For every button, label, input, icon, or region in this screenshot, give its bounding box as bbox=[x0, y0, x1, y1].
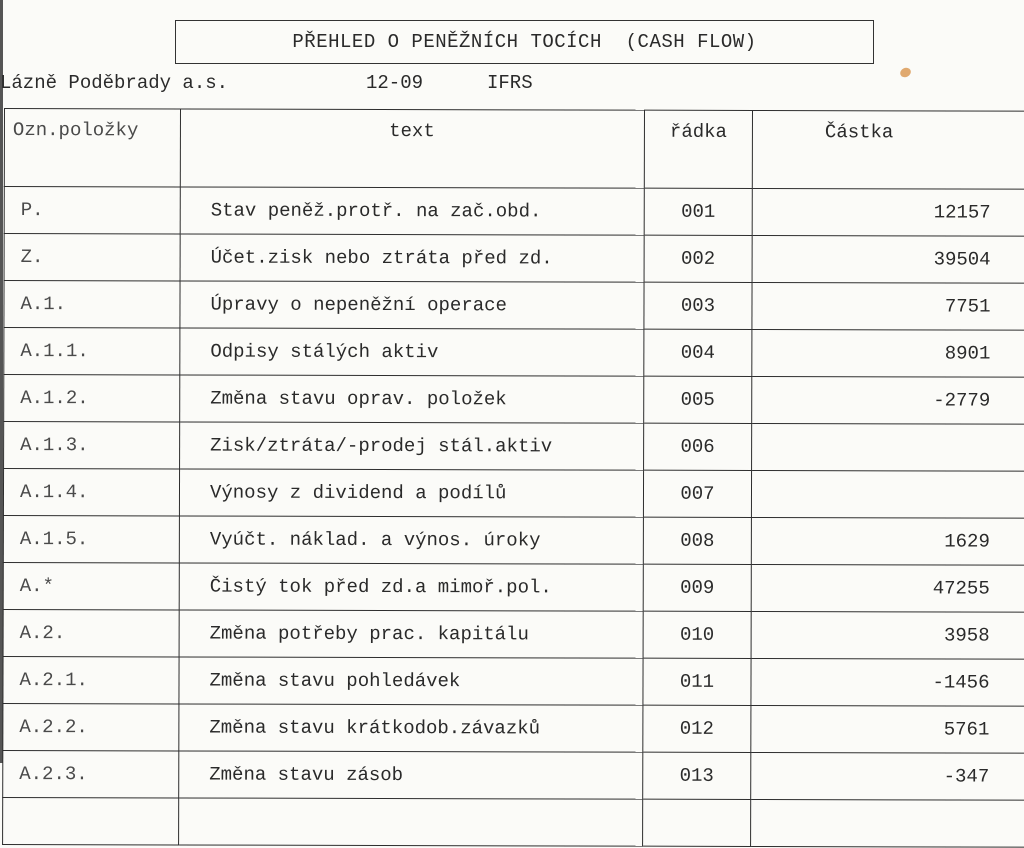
row-text: Úpravy o nepeněžní operace bbox=[180, 281, 644, 329]
table-row bbox=[3, 703, 1024, 753]
accounting-standard: IFRS bbox=[487, 72, 533, 94]
table-header-row bbox=[4, 109, 1024, 190]
row-text: Stav peněž.protř. na zač.obd. bbox=[180, 187, 644, 235]
row-line: 010 bbox=[643, 611, 751, 658]
row-amount bbox=[751, 799, 1024, 847]
cash-flow-table bbox=[2, 108, 1024, 848]
table-row bbox=[4, 375, 1024, 425]
row-text: Vyúčt. náklad. a výnos. úroky bbox=[179, 516, 643, 564]
row-text: Účet.zisk nebo ztráta před zd. bbox=[180, 234, 644, 282]
row-amount: -2779 bbox=[752, 376, 1024, 424]
row-code: A.2.1. bbox=[3, 656, 179, 703]
row-line: 001 bbox=[644, 188, 752, 235]
row-line: 011 bbox=[643, 658, 751, 705]
row-code: A.* bbox=[3, 562, 179, 609]
row-code: P. bbox=[4, 187, 180, 234]
table-row bbox=[3, 562, 1024, 612]
row-amount bbox=[751, 470, 1024, 518]
row-text: Změna stavu oprav. položek bbox=[180, 375, 644, 423]
row-text: Odpisy stálých aktiv bbox=[180, 328, 644, 376]
row-line: 002 bbox=[644, 235, 752, 282]
period-label: 12-09 bbox=[366, 72, 424, 94]
table-row bbox=[4, 187, 1024, 237]
row-line: 005 bbox=[644, 376, 752, 423]
row-code: A.1.1. bbox=[4, 328, 180, 375]
row-code: A.2.3. bbox=[3, 750, 179, 797]
paper-stain bbox=[899, 66, 913, 79]
row-code: Z. bbox=[4, 234, 180, 281]
row-text: Změna stavu zásob bbox=[179, 751, 643, 799]
row-line: 012 bbox=[643, 705, 751, 752]
row-code: A.1. bbox=[4, 281, 180, 328]
row-amount: 3958 bbox=[751, 611, 1024, 659]
table-row bbox=[4, 281, 1024, 331]
row-text: Čistý tok před zd.a mimoř.pol. bbox=[179, 563, 643, 611]
row-code: A.1.2. bbox=[4, 375, 180, 422]
row-amount: 39504 bbox=[752, 235, 1024, 283]
table-row bbox=[4, 234, 1024, 284]
table-row bbox=[3, 469, 1024, 519]
row-text bbox=[179, 798, 643, 846]
row-text: Změna stavu krátkodob.závazků bbox=[179, 704, 643, 752]
table-row bbox=[4, 328, 1024, 378]
row-amount: 47255 bbox=[751, 564, 1024, 612]
header-text: text bbox=[180, 109, 644, 188]
row-line bbox=[643, 799, 751, 846]
row-amount: 1629 bbox=[751, 517, 1024, 565]
table-row bbox=[3, 656, 1024, 706]
document-title: PŘEHLED O PENĚŽNÍCH TOCÍCH (CASH FLOW) bbox=[175, 20, 874, 64]
company-name: Lázně Poděbrady a.s. bbox=[0, 72, 229, 94]
row-amount: 5761 bbox=[751, 705, 1024, 753]
table-row bbox=[3, 609, 1024, 659]
table-row bbox=[3, 515, 1024, 565]
row-code: A.1.4. bbox=[3, 469, 179, 516]
header-code: Ozn.položky bbox=[4, 109, 180, 187]
row-amount: -1456 bbox=[751, 658, 1024, 706]
row-line: 006 bbox=[644, 423, 752, 470]
row-amount: 8901 bbox=[752, 329, 1024, 377]
row-text: Změna stavu pohledávek bbox=[179, 657, 643, 705]
row-code: A.2. bbox=[3, 609, 179, 656]
row-line: 013 bbox=[643, 752, 751, 799]
row-line: 009 bbox=[643, 564, 751, 611]
table-row bbox=[4, 422, 1024, 472]
row-code: A.1.3. bbox=[4, 422, 180, 469]
header-line: řádka bbox=[644, 110, 752, 188]
row-amount: 7751 bbox=[752, 282, 1024, 330]
header-amount: Částka bbox=[752, 110, 1024, 189]
row-line: 007 bbox=[643, 470, 751, 517]
row-line: 004 bbox=[644, 329, 752, 376]
row-line: 008 bbox=[643, 517, 751, 564]
row-code bbox=[3, 797, 179, 844]
row-amount: 12157 bbox=[752, 188, 1024, 236]
row-text: Výnosy z dividend a podílů bbox=[179, 469, 643, 517]
row-text: Změna potřeby prac. kapitálu bbox=[179, 610, 643, 658]
row-amount bbox=[752, 423, 1024, 471]
table-row bbox=[3, 750, 1024, 800]
row-amount: -347 bbox=[751, 752, 1024, 800]
row-code: A.1.5. bbox=[3, 515, 179, 562]
table-row bbox=[3, 797, 1024, 847]
row-line: 003 bbox=[644, 282, 752, 329]
row-code: A.2.2. bbox=[3, 703, 179, 750]
row-text: Zisk/ztráta/-prodej stál.aktiv bbox=[180, 422, 644, 470]
